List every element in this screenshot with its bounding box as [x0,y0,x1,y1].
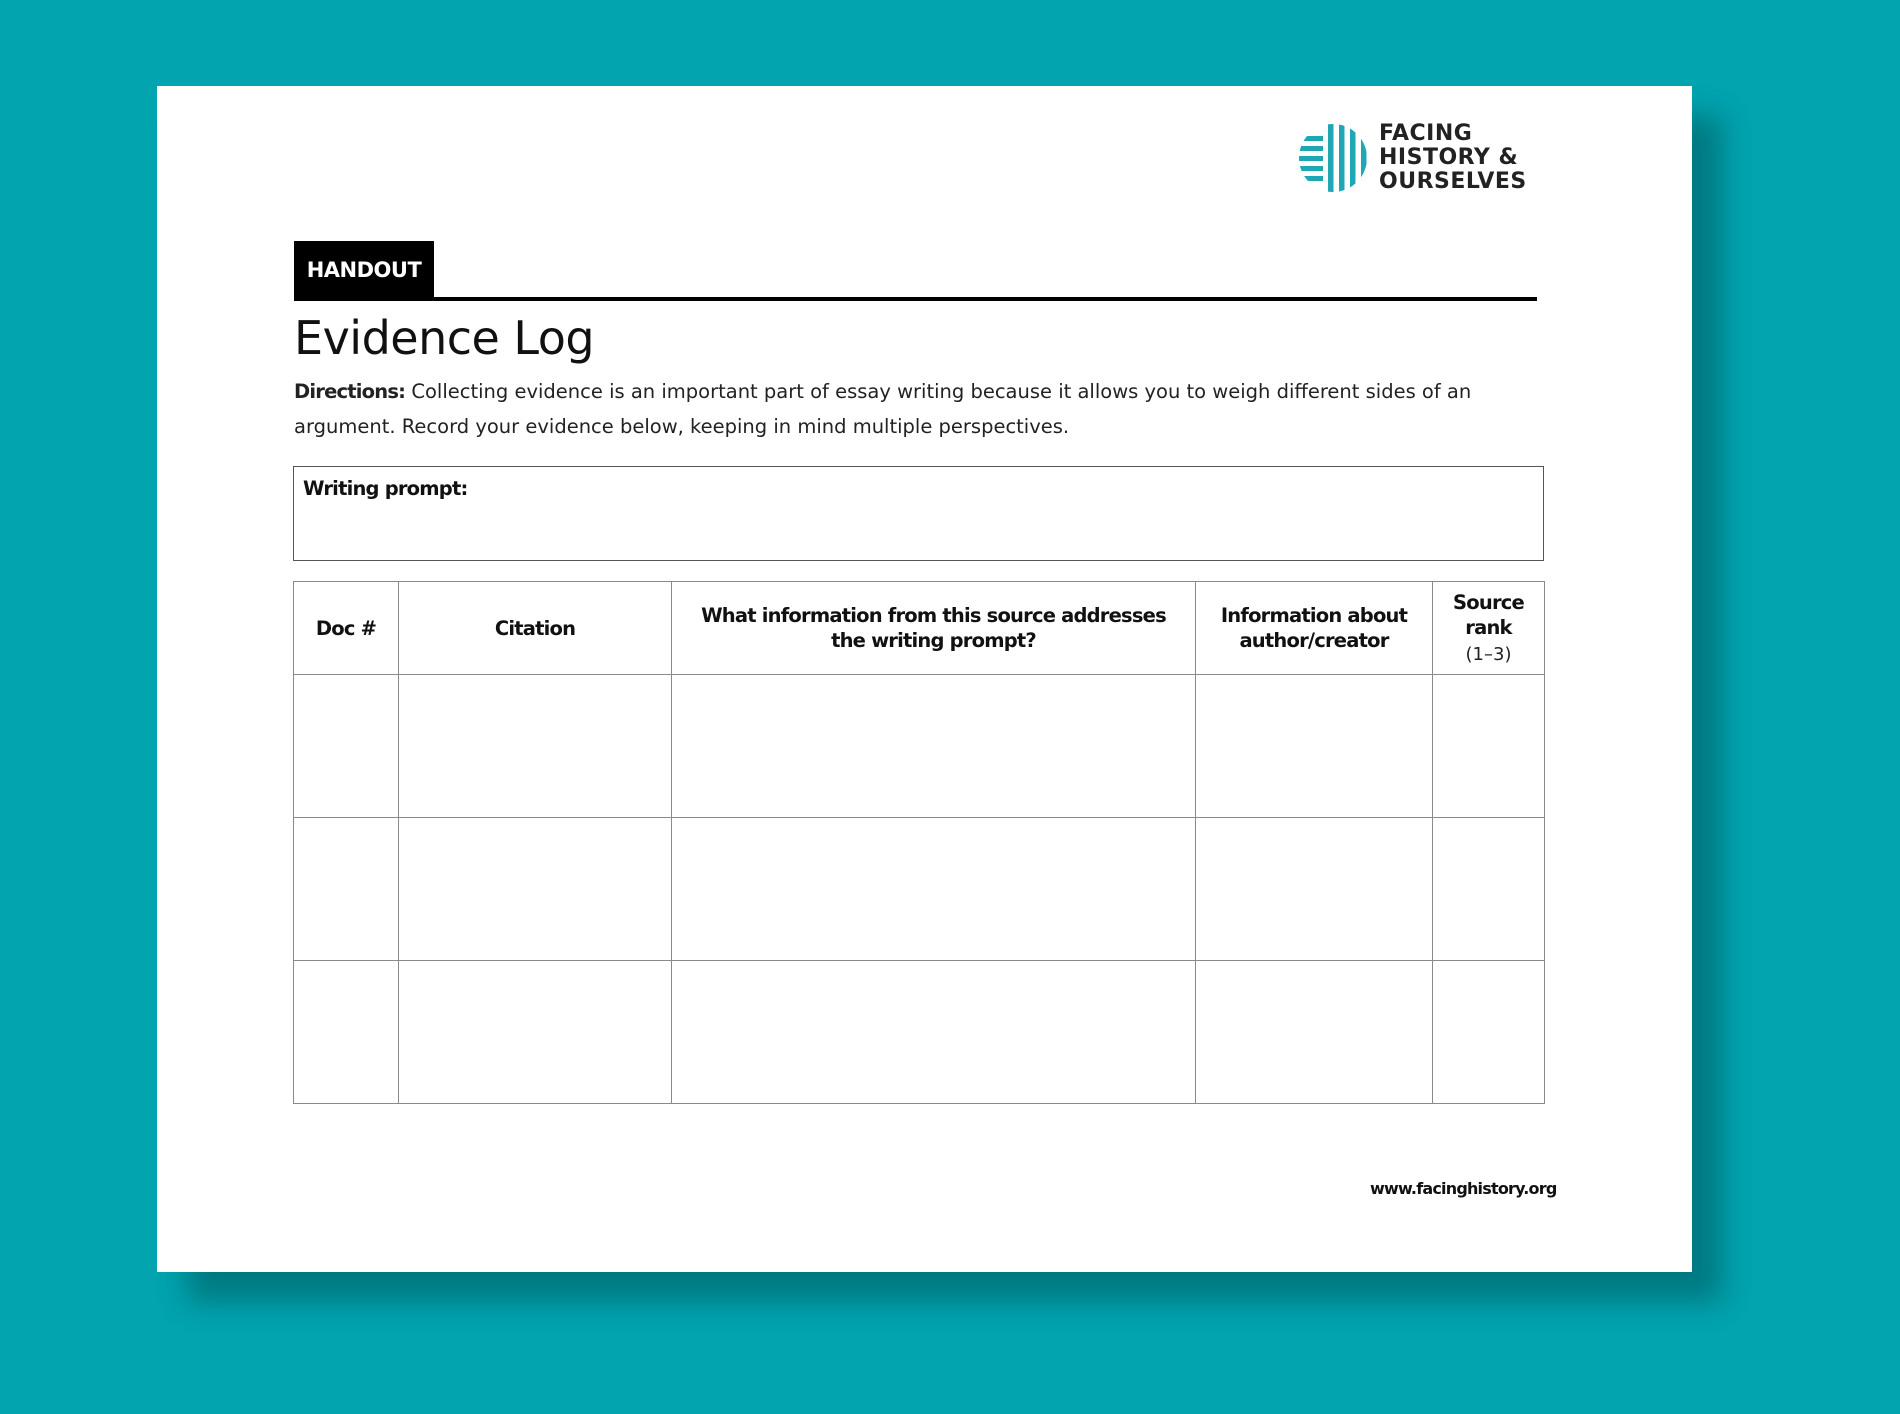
table-cell-information[interactable] [672,675,1196,818]
writing-prompt-box[interactable] [293,466,1544,561]
table-cell-doc[interactable] [294,818,399,961]
footer-url[interactable]: www.facinghistory.org [1370,1179,1557,1198]
writing-prompt-label: Writing prompt: [303,477,468,500]
header-doc-number: Doc # [294,582,399,675]
directions-paragraph [294,374,1509,444]
table-cell-information[interactable] [672,961,1196,1104]
source-rank-range: (1–3) [1465,643,1512,665]
logo-line-2: HISTORY & [1379,145,1519,170]
table-row [294,818,1545,961]
header-author-info: Information about author/creator [1196,582,1433,675]
table-cell-information[interactable] [672,818,1196,961]
logo-wordmark [1379,122,1527,194]
directions-label: Directions: [294,380,406,403]
table-cell-author[interactable] [1196,818,1433,961]
facing-history-logo [1297,122,1527,194]
table-cell-rank[interactable] [1433,818,1545,961]
table-cell-rank[interactable] [1433,961,1545,1104]
table-header-row [294,582,1545,675]
table-cell-doc[interactable] [294,675,399,818]
source-rank-label: Source rank [1453,590,1524,639]
header-citation: Citation [399,582,672,675]
table-cell-citation[interactable] [399,818,672,961]
evidence-table [293,581,1545,1104]
logo-line-1: FACING [1379,121,1473,146]
handout-page [157,86,1692,1272]
header-source-rank [1433,582,1545,675]
directions-text: Collecting evidence is an important part of essay writing because it allows you to weigh different sides of an argument. Record your evidence below, keeping in mind multiple perspectives. [294,380,1472,438]
table-cell-author[interactable] [1196,675,1433,818]
table-row [294,675,1545,818]
facing-history-mark-icon [1297,122,1369,194]
header-information: What information from this source addresses the writing prompt? [672,582,1196,675]
table-cell-author[interactable] [1196,961,1433,1104]
table-cell-doc[interactable] [294,961,399,1104]
handout-label: HANDOUT [294,241,434,299]
header-rule [294,297,1537,301]
page-title: Evidence Log [294,311,595,365]
logo-line-3: OURSELVES [1379,169,1527,194]
table-cell-rank[interactable] [1433,675,1545,818]
table-row [294,961,1545,1104]
table-cell-citation[interactable] [399,675,672,818]
table-cell-citation[interactable] [399,961,672,1104]
